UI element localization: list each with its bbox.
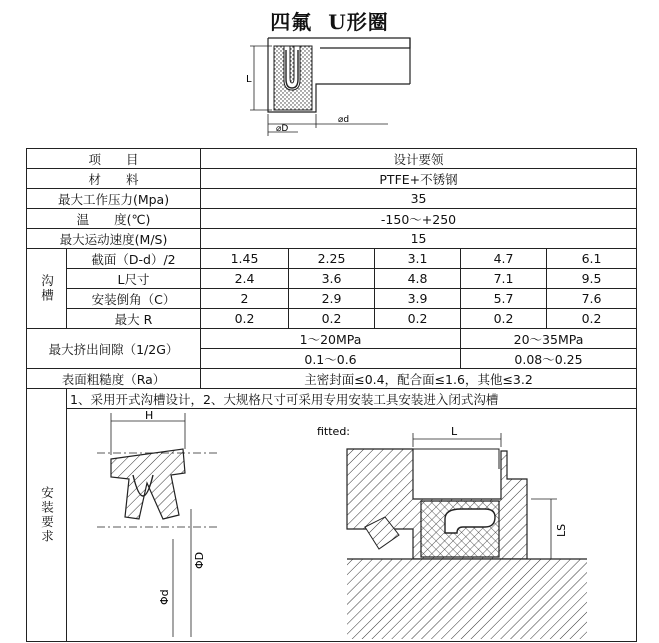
roughness-value: 主密封面≤0.4，配合面≤1.6，其他≤3.2: [201, 369, 637, 389]
dim-id-label: ⌀d: [338, 115, 350, 125]
speed-value: 15: [201, 229, 637, 249]
groove-cell: 0.2: [461, 309, 547, 329]
install-label: 安装要求: [27, 389, 67, 642]
install-note: 1、采用开式沟槽设计，2、大规格尺寸可采用专用安装工具安装进入闭式沟槽: [67, 389, 637, 409]
dim-phi-D-label: ΦD: [193, 551, 206, 569]
groove-cell: 3.9: [375, 289, 461, 309]
housing-top: [413, 449, 499, 469]
dim-L-label: L: [451, 425, 458, 438]
groove-row-label: 截面（D-d）/2: [67, 249, 201, 269]
header-design-cell: 设计要领: [201, 149, 637, 169]
dim-od-label: ⌀D: [276, 124, 289, 134]
temperature-row: [27, 209, 637, 229]
rod: [347, 559, 587, 639]
groove-row: [27, 269, 637, 289]
title-part-2: U形圈: [328, 10, 389, 34]
title-part-1: 四氟: [270, 10, 313, 34]
dim-h-label: H: [145, 409, 154, 422]
groove-cell: 7.6: [547, 289, 637, 309]
roughness-row: [27, 369, 637, 389]
install-note-row: [27, 389, 637, 409]
groove-cell: 2.9: [289, 289, 375, 309]
header-row: [27, 149, 637, 169]
temperature-value: -150～+250: [201, 209, 637, 229]
installation-drawing: [67, 409, 635, 641]
speed-row: [27, 229, 637, 249]
material-label: 材 料: [27, 169, 201, 189]
dim-l-label: L: [246, 74, 252, 85]
groove-cell: 0.2: [375, 309, 461, 329]
extrusion-value: 0.08～0.25: [461, 349, 637, 369]
dimension-lines: [250, 46, 388, 136]
groove-cell: 1.45: [201, 249, 289, 269]
groove-row: [27, 309, 637, 329]
pressure-label: 最大工作压力(Mpa): [27, 189, 201, 209]
seal-cross-section-drawing: [238, 36, 428, 140]
u-seal-profile: [274, 46, 312, 110]
groove-cell: 7.1: [461, 269, 547, 289]
fitted-label: fitted:: [317, 425, 351, 438]
groove-cell: 0.2: [201, 309, 289, 329]
groove-label: 沟槽: [27, 249, 67, 329]
groove-row: [27, 249, 637, 269]
dim-LS-label: LS: [555, 523, 568, 537]
groove-cell: 2.4: [201, 269, 289, 289]
pressure-row: [27, 189, 637, 209]
material-value: PTFE+不锈钢: [201, 169, 637, 189]
groove-cell: 3.6: [289, 269, 375, 289]
temperature-label: 温 度(℃): [27, 209, 201, 229]
extrusion-row: [27, 329, 637, 349]
header-item-cell: 项 目: [27, 149, 201, 169]
groove-cell: 2.25: [289, 249, 375, 269]
groove-cell: 9.5: [547, 269, 637, 289]
groove-cell: 2: [201, 289, 289, 309]
seal-body-hatched: [111, 449, 185, 519]
groove-cell: 4.7: [461, 249, 547, 269]
groove-row-label: 最大 R: [67, 309, 201, 329]
speed-label: 最大运动速度(M/S): [27, 229, 201, 249]
dim-phi-d-label: Φd: [158, 589, 171, 605]
extrusion-value: 0.1～0.6: [201, 349, 461, 369]
extrusion-range: 20～35MPa: [461, 329, 637, 349]
groove-row-label: L尺寸: [67, 269, 201, 289]
groove-cell: 4.8: [375, 269, 461, 289]
extrusion-range: 1～20MPa: [201, 329, 461, 349]
pressure-value: 35: [201, 189, 637, 209]
install-drawing-cell: [67, 409, 637, 642]
free-seal-section: [97, 409, 217, 637]
groove-cell: 3.1: [375, 249, 461, 269]
material-row: [27, 169, 637, 189]
install-drawing-row: [27, 409, 637, 642]
groove-cell: 0.2: [547, 309, 637, 329]
groove-row: [27, 289, 637, 309]
groove-cell: 0.2: [289, 309, 375, 329]
page-title: [0, 6, 659, 35]
extrusion-label: 最大挤出间隙（1/2G）: [27, 329, 201, 369]
groove-cell: 5.7: [461, 289, 547, 309]
spec-table: [26, 148, 637, 642]
roughness-label: 表面粗糙度（Ra）: [27, 369, 201, 389]
groove-row-label: 安装倒角（C）: [67, 289, 201, 309]
fitted-seal-section: [317, 425, 587, 639]
groove-cell: 6.1: [547, 249, 637, 269]
